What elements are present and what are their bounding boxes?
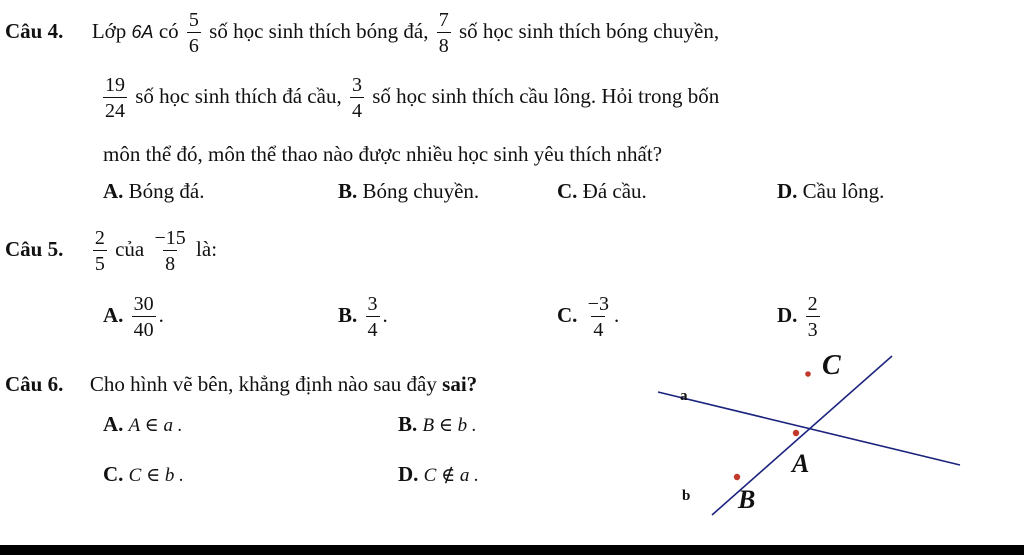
line-a-label: a bbox=[680, 388, 688, 404]
q4-fraction-2: $\frac{7}{8}$ bbox=[438, 9, 449, 57]
point-c-label: C bbox=[822, 350, 841, 381]
q4-text-1: Lớp bbox=[91, 18, 127, 43]
q4-label: Câu 4. bbox=[5, 18, 64, 43]
q6-text: Cho hình vẽ bên, khẳng định nào sau đây bbox=[89, 372, 437, 396]
q4-option-a[interactable]: A. Bóng đá. bbox=[103, 179, 205, 203]
q4-option-b[interactable]: B. Bóng chuyền. bbox=[338, 179, 480, 203]
q6-label: Câu 6. bbox=[5, 372, 64, 396]
q6-option-a[interactable]: A. A ∈ a . bbox=[103, 412, 183, 436]
point-b-dot bbox=[734, 474, 740, 480]
q5-fraction-1: $\frac{2}{5}$ bbox=[94, 227, 105, 275]
q5-fraction-2: $\frac{-15}{8}$ bbox=[154, 227, 186, 275]
geometry-figure bbox=[640, 340, 1024, 540]
q6-emphasis: sai? bbox=[442, 372, 478, 396]
point-b-label: B bbox=[738, 485, 756, 514]
q4-text-5: số học sinh thích đá cầu, bbox=[135, 83, 342, 108]
q4-text-2: có bbox=[158, 18, 179, 43]
q4-text-6: số học sinh thích cầu lông. Hỏi trong bốn bbox=[372, 83, 720, 108]
bottom-black-bar bbox=[0, 545, 1024, 555]
q4-option-d[interactable]: D. Cầu lông. bbox=[777, 179, 885, 203]
q5-option-d[interactable]: D. $\frac{2}{3}$ bbox=[777, 293, 818, 341]
q6-option-b[interactable]: B. B ∈ b . bbox=[398, 412, 477, 436]
q4-text-3: số học sinh thích bóng đá, bbox=[209, 18, 429, 43]
q5-label: Câu 5. bbox=[5, 236, 64, 261]
q4-fraction-3: $\frac{19}{24}$ bbox=[105, 74, 125, 122]
q5-option-b[interactable]: B. $\frac{3}{4}$ . bbox=[338, 293, 388, 341]
point-a-dot bbox=[793, 430, 799, 436]
q5-text-2: là: bbox=[196, 236, 218, 261]
q5-text-1: của bbox=[115, 236, 145, 261]
line-b-label: b bbox=[682, 488, 691, 504]
q5-option-c[interactable]: C. $\frac{-3}{4}$ . bbox=[557, 293, 620, 341]
q4-fraction-4: $\frac{3}{4}$ bbox=[351, 74, 362, 122]
q4-class-name: 6A bbox=[131, 21, 154, 42]
q4-line3: môn thể đó, môn thể thao nào được nhiều học sinh yêu thích nhất? bbox=[103, 142, 663, 166]
q4-fraction-1: $\frac{5}{6}$ bbox=[188, 9, 199, 57]
q4-text-4: số học sinh thích bóng chuyền, bbox=[458, 18, 720, 43]
q5-option-a[interactable]: A. $\frac{30}{40}$ . bbox=[103, 293, 164, 341]
point-c-dot bbox=[805, 371, 811, 377]
q4-line2 bbox=[100, 75, 719, 121]
point-a-label: A bbox=[792, 449, 810, 478]
q6-line1 bbox=[5, 372, 477, 397]
q6-option-d[interactable]: D. C ∉ a . bbox=[398, 462, 479, 486]
q5-line1 bbox=[5, 228, 217, 274]
q4-line1 bbox=[5, 10, 719, 56]
q6-option-c[interactable]: C. C ∈ b . bbox=[103, 462, 184, 486]
q4-option-c[interactable]: C. Đá cầu. bbox=[557, 179, 647, 203]
